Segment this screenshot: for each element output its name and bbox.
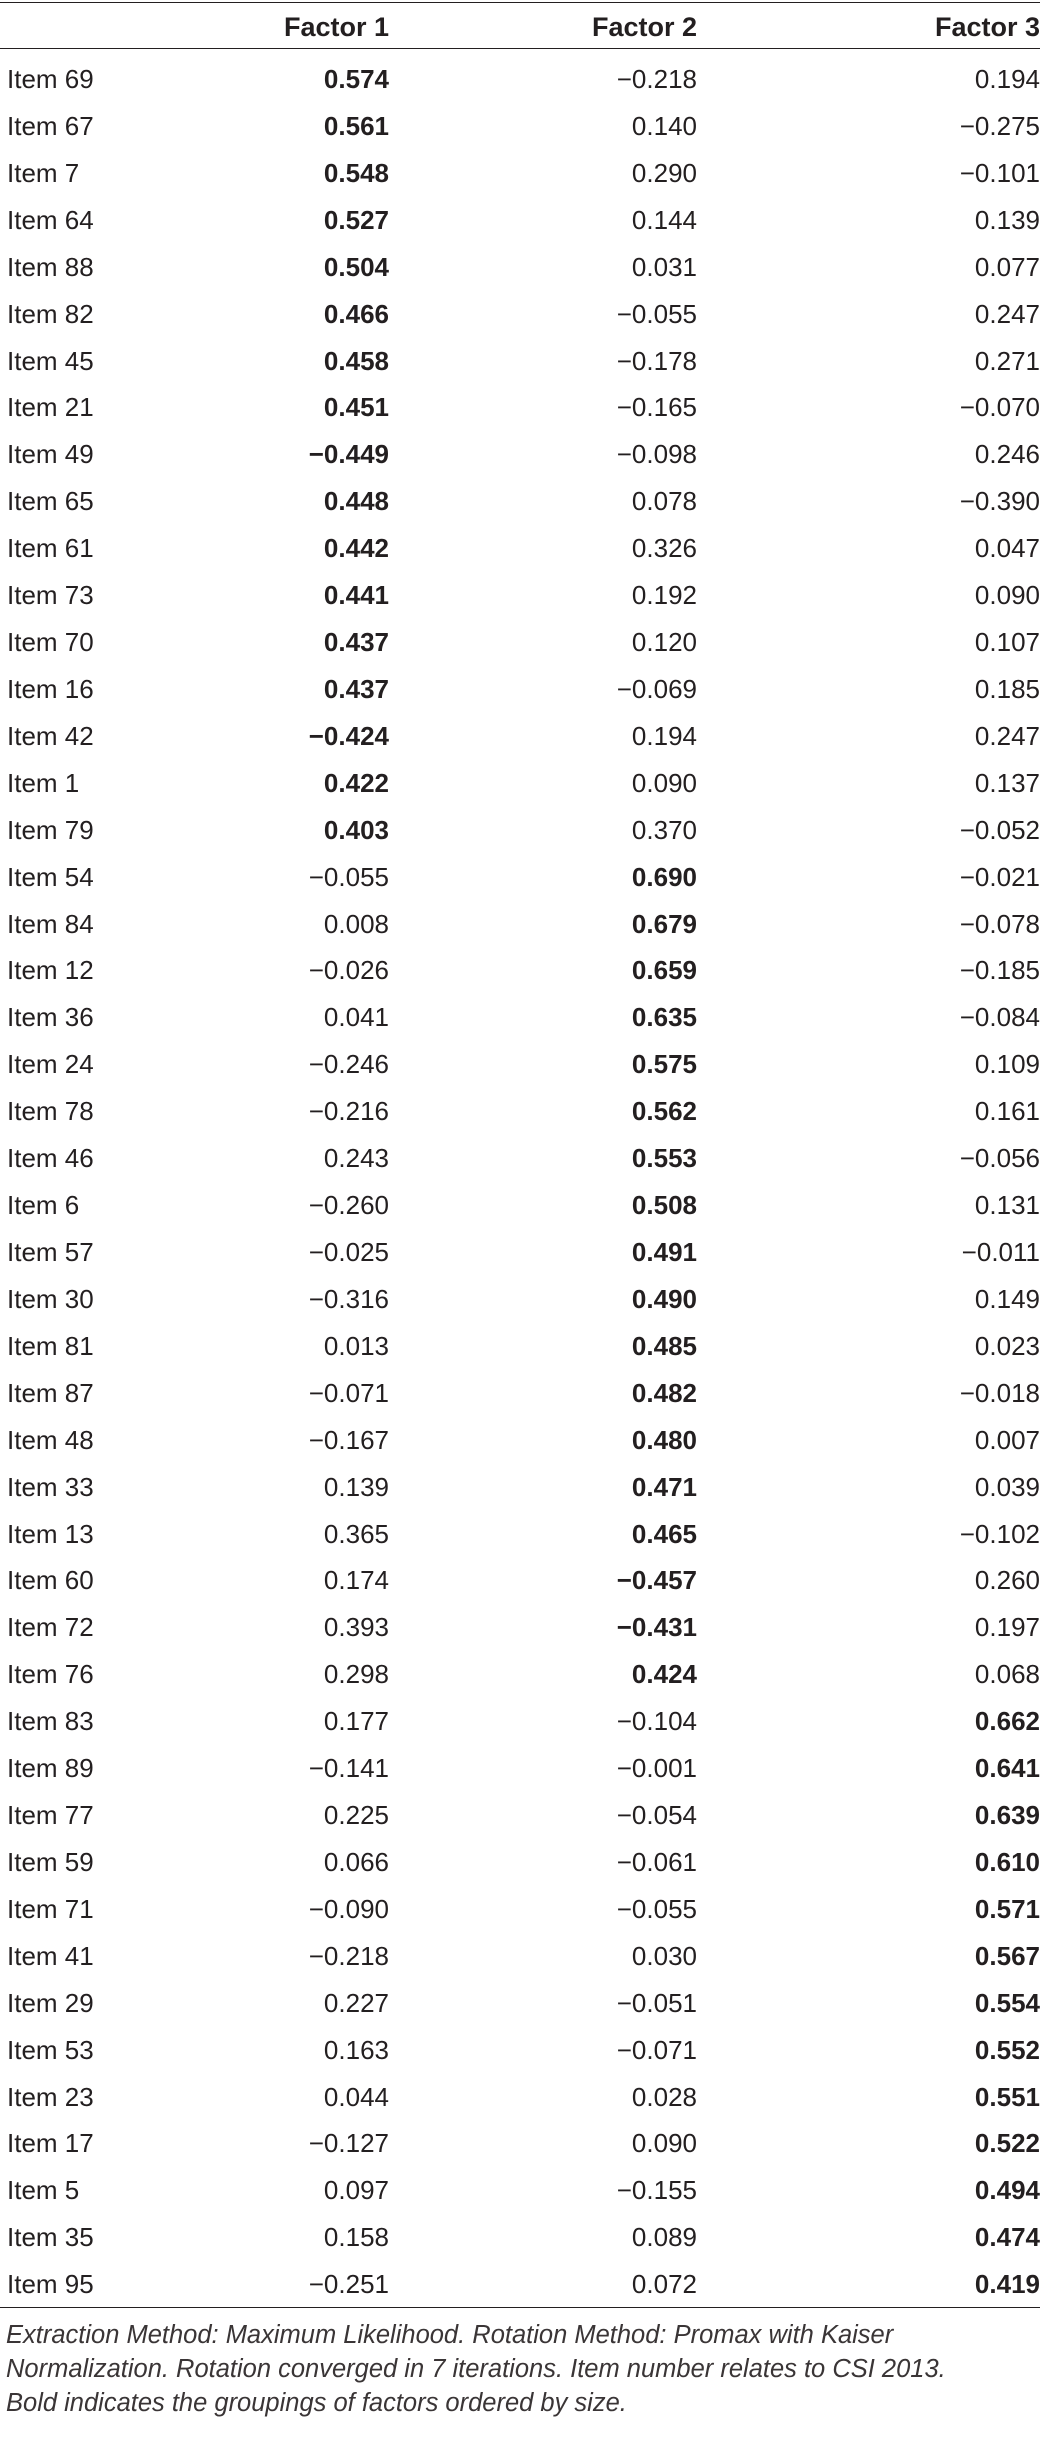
factor-3-value: 0.419 xyxy=(974,2269,1040,2300)
table-row xyxy=(0,1088,1040,1134)
factor-2-value: 0.140 xyxy=(631,110,697,141)
table-row xyxy=(0,1417,1040,1463)
factor-1-value: 0.561 xyxy=(323,110,389,141)
factor-1-value: 0.466 xyxy=(323,298,389,329)
factor-2-value: 0.553 xyxy=(631,1143,697,1174)
factor-3-value: −0.101 xyxy=(959,157,1040,188)
factor-1-value: −0.424 xyxy=(308,720,389,751)
table-row xyxy=(0,1698,1040,1744)
table-footnote xyxy=(6,2318,1036,2420)
factor-3-value: −0.018 xyxy=(959,1377,1040,1408)
item-label: Item 65 xyxy=(7,486,94,517)
item-label: Item 41 xyxy=(7,1940,94,1971)
factor-2-value: 0.192 xyxy=(631,580,697,611)
item-label: Item 64 xyxy=(7,204,94,235)
factor-3-value: 0.007 xyxy=(974,1424,1040,1455)
factor-1-value: 0.458 xyxy=(323,345,389,376)
factor-2-value: −0.061 xyxy=(616,1846,697,1877)
factor-2-value: −0.001 xyxy=(616,1753,697,1784)
factor-1-value: 0.403 xyxy=(323,814,389,845)
item-label: Item 45 xyxy=(7,345,94,376)
factor-2-value: 0.370 xyxy=(631,814,697,845)
factor-2-value: −0.051 xyxy=(616,1987,697,2018)
table-row xyxy=(0,713,1040,759)
table-row xyxy=(0,994,1040,1040)
item-label: Item 73 xyxy=(7,580,94,611)
table-row xyxy=(0,947,1040,993)
factor-3-value: 0.131 xyxy=(974,1190,1040,1221)
factor-1-value: −0.055 xyxy=(308,861,389,892)
factor-2-value: 0.575 xyxy=(631,1049,697,1080)
table-row xyxy=(0,1792,1040,1838)
factor-3-value: 0.161 xyxy=(974,1096,1040,1127)
factor-1-value: 0.041 xyxy=(323,1002,389,1033)
factor-2-value: −0.431 xyxy=(616,1612,697,1643)
factor-3-value: −0.070 xyxy=(959,392,1040,423)
table-row xyxy=(0,338,1040,384)
factor-3-value: 0.194 xyxy=(974,64,1040,94)
item-label: Item 23 xyxy=(7,2081,94,2112)
table-row xyxy=(0,572,1040,618)
item-label: Item 88 xyxy=(7,251,94,282)
item-label: Item 78 xyxy=(7,1096,94,1127)
factor-3-value: 0.077 xyxy=(974,251,1040,282)
factor-3-value: −0.078 xyxy=(959,908,1040,939)
table-row xyxy=(0,1041,1040,1087)
factor-1-value: 0.574 xyxy=(323,64,389,94)
factor-3-value: 0.023 xyxy=(974,1330,1040,1361)
factor-1-value: 0.365 xyxy=(323,1518,389,1549)
factor-3-value: 0.247 xyxy=(974,720,1040,751)
item-label: Item 42 xyxy=(7,720,94,751)
factor-1-value: −0.218 xyxy=(308,1940,389,1971)
item-label: Item 33 xyxy=(7,1471,94,1502)
factor-1-value: 0.442 xyxy=(323,533,389,564)
table-row xyxy=(0,854,1040,900)
table-row xyxy=(0,244,1040,290)
item-label: Item 36 xyxy=(7,1002,94,1033)
factor-1-value: 0.298 xyxy=(323,1659,389,1690)
item-label: Item 6 xyxy=(7,1190,80,1221)
top-rule xyxy=(0,2,1040,3)
factor-3-value: 0.551 xyxy=(974,2081,1040,2112)
factor-2-value: −0.457 xyxy=(616,1565,697,1596)
header-factor-2: Factor 2 xyxy=(591,12,697,42)
table-row xyxy=(0,1511,1040,1557)
factor-2-value: 0.078 xyxy=(631,486,697,517)
factor-2-value: 0.635 xyxy=(631,1002,697,1033)
factor-1-value: 0.158 xyxy=(323,2222,389,2253)
factor-1-value: 0.139 xyxy=(323,1471,389,1502)
factor-1-value: 0.451 xyxy=(323,392,389,423)
factor-2-value: −0.055 xyxy=(616,1893,697,1924)
item-label: Item 71 xyxy=(7,1893,94,1924)
header-factor-3: Factor 3 xyxy=(934,12,1040,42)
table-row xyxy=(0,478,1040,524)
factor-3-value: 0.090 xyxy=(974,580,1040,611)
factor-2-value: −0.155 xyxy=(616,2175,697,2206)
factor-3-value: 0.247 xyxy=(974,298,1040,329)
factor-3-value: −0.102 xyxy=(959,1518,1040,1549)
footnote-line-1: Extraction Method: Maximum Likelihood. Rotation Method: Promax with Kaiser xyxy=(6,2321,894,2349)
factor-3-value: −0.021 xyxy=(959,861,1040,892)
table-row xyxy=(0,56,1040,102)
table-row xyxy=(0,2261,1040,2307)
item-label: Item 21 xyxy=(7,392,94,423)
factor-1-value: −0.090 xyxy=(308,1893,389,1924)
factor-3-value: 0.639 xyxy=(974,1800,1040,1831)
table-row xyxy=(0,619,1040,665)
item-label: Item 77 xyxy=(7,1800,94,1831)
factor-3-value: 0.197 xyxy=(974,1612,1040,1643)
table-row xyxy=(0,1276,1040,1322)
factor-2-value: −0.104 xyxy=(616,1706,697,1737)
table-row xyxy=(0,1604,1040,1650)
table-row xyxy=(0,1229,1040,1275)
table-row xyxy=(0,431,1040,477)
factor-3-value: 0.554 xyxy=(974,1987,1040,2018)
factor-3-value: 0.185 xyxy=(974,673,1040,704)
factor-1-value: 0.448 xyxy=(323,486,389,517)
item-label: Item 69 xyxy=(7,64,94,94)
factor-3-value: 0.522 xyxy=(974,2128,1040,2159)
factor-3-value: 0.494 xyxy=(974,2175,1040,2206)
factor-1-value: 0.441 xyxy=(323,580,389,611)
factor-2-value: 0.424 xyxy=(631,1659,697,1690)
table-row xyxy=(0,1464,1040,1510)
table-row xyxy=(0,2214,1040,2260)
table-row xyxy=(0,1980,1040,2026)
factor-3-value: 0.571 xyxy=(974,1893,1040,1924)
item-label: Item 49 xyxy=(7,439,94,470)
factor-3-value: 0.139 xyxy=(974,204,1040,235)
item-label: Item 29 xyxy=(7,1987,94,2018)
factor-1-value: −0.025 xyxy=(308,1237,389,1267)
factor-2-value: −0.218 xyxy=(616,64,697,94)
item-label: Item 35 xyxy=(7,2222,94,2253)
table-row xyxy=(0,666,1040,712)
item-label: Item 83 xyxy=(7,1706,94,1737)
factor-1-value: 0.044 xyxy=(323,2081,389,2112)
table-row xyxy=(0,1933,1040,1979)
header-factor-1: Factor 1 xyxy=(283,12,389,42)
table-row xyxy=(0,1370,1040,1416)
factor-1-value: 0.227 xyxy=(323,1987,389,2018)
item-label: Item 12 xyxy=(7,955,94,986)
factor-1-value: 0.437 xyxy=(323,673,389,704)
factor-1-value: −0.127 xyxy=(308,2128,389,2159)
item-label: Item 84 xyxy=(7,908,94,939)
item-label: Item 46 xyxy=(7,1143,94,1174)
factor-3-value: 0.107 xyxy=(974,627,1040,658)
factor-2-value: 0.690 xyxy=(631,861,697,892)
factor-2-value: 0.031 xyxy=(631,251,697,282)
item-label: Item 60 xyxy=(7,1565,94,1596)
factor-2-value: −0.098 xyxy=(616,439,697,470)
item-label: Item 87 xyxy=(7,1377,94,1408)
table-row xyxy=(0,1651,1040,1697)
factor-3-value: 0.149 xyxy=(974,1283,1040,1314)
table-row xyxy=(0,807,1040,853)
factor-2-value: 0.562 xyxy=(631,1096,697,1127)
factor-3-value: −0.056 xyxy=(959,1143,1040,1174)
factor-2-value: −0.071 xyxy=(616,2034,697,2065)
header-rule xyxy=(0,48,1040,49)
factor-1-value: 0.008 xyxy=(323,908,389,939)
table-row xyxy=(0,1557,1040,1603)
factor-3-value: 0.047 xyxy=(974,533,1040,564)
factor-2-value: 0.482 xyxy=(631,1377,697,1408)
factor-1-value: 0.013 xyxy=(323,1330,389,1361)
item-label: Item 53 xyxy=(7,2034,94,2065)
item-label: Item 79 xyxy=(7,814,94,845)
bottom-rule xyxy=(0,2307,1040,2308)
item-label: Item 17 xyxy=(7,2128,94,2159)
table-row xyxy=(0,1745,1040,1791)
factor-2-value: −0.165 xyxy=(616,392,697,423)
factor-2-value: 0.030 xyxy=(631,1940,697,1971)
table-row xyxy=(0,525,1040,571)
factor-1-value: 0.422 xyxy=(323,767,389,798)
factor-3-value: −0.390 xyxy=(959,486,1040,517)
factor-3-value: 0.610 xyxy=(974,1846,1040,1877)
factor-3-value: 0.137 xyxy=(974,767,1040,798)
factor-2-value: 0.659 xyxy=(631,955,697,986)
table-row xyxy=(0,1839,1040,1885)
factor-1-value: 0.177 xyxy=(323,1706,389,1737)
factor-2-value: 0.089 xyxy=(631,2222,697,2253)
factor-1-value: −0.251 xyxy=(308,2269,389,2300)
factor-1-value: −0.167 xyxy=(308,1424,389,1455)
factor-3-value: 0.246 xyxy=(974,439,1040,470)
factor-3-value: 0.662 xyxy=(974,1706,1040,1737)
factor-2-value: 0.090 xyxy=(631,767,697,798)
factor-1-value: 0.437 xyxy=(323,627,389,658)
factor-2-value: 0.490 xyxy=(631,1283,697,1314)
item-label: Item 54 xyxy=(7,861,94,892)
factor-1-value: 0.097 xyxy=(323,2175,389,2206)
factor-3-value: 0.474 xyxy=(974,2222,1040,2253)
factor-3-value: −0.052 xyxy=(959,814,1040,845)
table-row xyxy=(0,901,1040,947)
factor-2-value: 0.090 xyxy=(631,2128,697,2159)
item-label: Item 7 xyxy=(7,157,80,188)
table-row xyxy=(0,1886,1040,1932)
table-row xyxy=(0,384,1040,430)
factor-2-value: −0.054 xyxy=(616,1800,697,1831)
table-row xyxy=(0,2027,1040,2073)
item-label: Item 30 xyxy=(7,1283,94,1314)
item-label: Item 70 xyxy=(7,627,94,658)
factor-2-value: 0.326 xyxy=(631,533,697,564)
factor-1-value: 0.174 xyxy=(323,1565,389,1596)
item-label: Item 72 xyxy=(7,1612,94,1643)
item-label: Item 59 xyxy=(7,1846,94,1877)
item-label: Item 95 xyxy=(7,2269,94,2300)
factor-2-value: 0.508 xyxy=(631,1190,697,1221)
item-label: Item 67 xyxy=(7,110,94,141)
factor-1-value: 0.504 xyxy=(323,251,389,282)
factor-2-value: 0.072 xyxy=(631,2269,697,2300)
table-row xyxy=(0,2167,1040,2213)
item-label: Item 24 xyxy=(7,1049,94,1080)
factor-1-value: 0.393 xyxy=(323,1612,389,1643)
factor-1-value: −0.216 xyxy=(308,1096,389,1127)
table-row xyxy=(0,197,1040,243)
factor-3-value: −0.011 xyxy=(961,1237,1040,1267)
factor-2-value: 0.471 xyxy=(631,1471,697,1502)
footnote-line-2: Normalization. Rotation converged in 7 iterations. Item number relates to CSI 2013. xyxy=(6,2355,946,2383)
item-label: Item 1 xyxy=(7,767,80,798)
factor-1-value: −0.141 xyxy=(308,1753,389,1784)
table-row xyxy=(0,760,1040,806)
factor-2-value: 0.465 xyxy=(631,1518,697,1549)
factor-3-value: 0.260 xyxy=(974,1565,1040,1596)
footnote-line-3: Bold indicates the groupings of factors ordered by size. xyxy=(6,2389,627,2417)
factor-2-value: −0.055 xyxy=(616,298,697,329)
table-row xyxy=(0,1323,1040,1369)
factor-1-value: −0.316 xyxy=(308,1283,389,1314)
item-label: Item 89 xyxy=(7,1753,94,1784)
table-row xyxy=(0,2120,1040,2166)
table-header-row xyxy=(0,4,1040,50)
factor-2-value: −0.069 xyxy=(616,673,697,704)
factor-3-value: 0.039 xyxy=(974,1471,1040,1502)
table-row xyxy=(0,1135,1040,1181)
item-label: Item 82 xyxy=(7,298,94,329)
item-label: Item 76 xyxy=(7,1659,94,1690)
factor-3-value: 0.068 xyxy=(974,1659,1040,1690)
factor-3-value: 0.552 xyxy=(974,2034,1040,2065)
factor-3-value: 0.271 xyxy=(974,345,1040,376)
item-label: Item 61 xyxy=(7,533,94,564)
factor-2-value: 0.485 xyxy=(631,1330,697,1361)
item-label: Item 57 xyxy=(7,1237,94,1267)
factor-3-value: −0.185 xyxy=(959,955,1040,986)
factor-1-value: 0.163 xyxy=(323,2034,389,2065)
table-row xyxy=(0,2074,1040,2120)
factor-2-value: 0.480 xyxy=(631,1424,697,1455)
factor-2-value: 0.290 xyxy=(631,157,697,188)
factor-2-value: 0.491 xyxy=(631,1237,697,1267)
factor-1-value: −0.449 xyxy=(308,439,389,470)
factor-3-value: 0.109 xyxy=(974,1049,1040,1080)
item-label: Item 81 xyxy=(7,1330,94,1361)
factor-1-value: 0.225 xyxy=(323,1800,389,1831)
factor-2-value: 0.028 xyxy=(631,2081,697,2112)
factor-1-value: −0.026 xyxy=(308,955,389,986)
factor-1-value: −0.071 xyxy=(308,1377,389,1408)
item-label: Item 5 xyxy=(7,2175,80,2206)
factor-3-value: −0.275 xyxy=(959,110,1040,141)
table-row xyxy=(0,1182,1040,1228)
factor-1-value: 0.548 xyxy=(323,157,389,188)
factor-3-value: −0.084 xyxy=(959,1002,1040,1033)
factor-1-value: −0.260 xyxy=(308,1190,389,1221)
table-row xyxy=(0,291,1040,337)
factor-3-value: 0.641 xyxy=(974,1753,1040,1784)
factor-2-value: 0.679 xyxy=(631,908,697,939)
factor-1-value: 0.243 xyxy=(323,1143,389,1174)
item-label: Item 16 xyxy=(7,673,94,704)
factor-1-value: −0.246 xyxy=(308,1049,389,1080)
factor-1-value: 0.066 xyxy=(323,1846,389,1877)
item-label: Item 48 xyxy=(7,1424,94,1455)
factor-2-value: −0.178 xyxy=(616,345,697,376)
table-row xyxy=(0,150,1040,196)
table-row xyxy=(0,103,1040,149)
item-label: Item 13 xyxy=(7,1518,94,1549)
factor-3-value: 0.567 xyxy=(974,1940,1040,1971)
factor-2-value: 0.120 xyxy=(631,627,697,658)
factor-1-value: 0.527 xyxy=(323,204,389,235)
factor-2-value: 0.144 xyxy=(631,204,697,235)
factor-2-value: 0.194 xyxy=(631,720,697,751)
